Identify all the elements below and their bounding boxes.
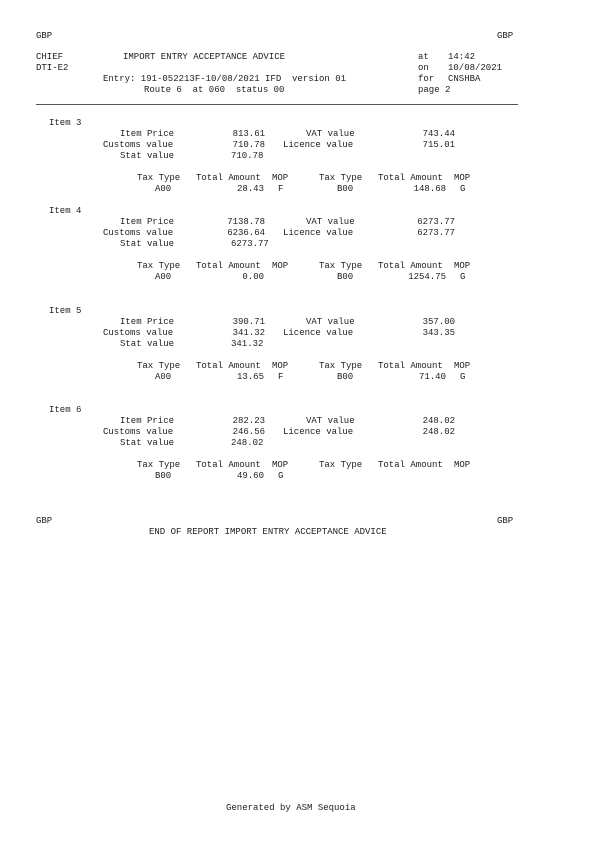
total-amount-header: Total Amount [378,361,443,371]
tax-type-header: Tax Type [137,460,181,470]
total-amount-header: Total Amount [378,261,443,271]
route-status: Route 6 at 060 status 00 [144,85,285,95]
tax-type-cell: B00 [337,372,354,382]
customs-value-label: Customs value [103,228,174,238]
total-amount-header: Total Amount [378,460,443,470]
licence-value-label: Licence value [283,228,354,238]
item-price-label: Item Price [120,416,175,426]
at-label: at [418,52,429,62]
date-value: 10/08/2021 [448,63,503,73]
mop-cell: G [460,372,466,382]
customs-value-label: Customs value [103,427,174,437]
licence-value-value: 715.01 [422,140,455,150]
item-label: Item 6 [49,405,82,415]
tax-type-header: Tax Type [137,361,181,371]
tax-type-header: Tax Type [319,460,363,470]
mop-header: MOP [272,261,289,271]
licence-value-label: Licence value [283,427,354,437]
stat-value-value: 6273.77 [231,239,269,249]
time-value: 14:42 [448,52,476,62]
licence-value-value: 6273.77 [417,228,455,238]
currency-top-right: GBP [497,31,514,41]
end-of-report: END OF REPORT IMPORT ENTRY ACCEPTANCE ADVICE [149,527,387,537]
mop-header: MOP [454,361,471,371]
for-label: for [418,74,435,84]
tax-type-header: Tax Type [137,261,181,271]
total-amount-header: Total Amount [196,460,261,470]
mop-header: MOP [454,173,471,183]
tax-type-cell: B00 [337,272,354,282]
mop-cell: G [278,471,284,481]
licence-value-label: Licence value [283,328,354,338]
tax-amount-cell: 1254.75 [408,272,446,282]
item-label: Item 3 [49,118,82,128]
customs-value-value: 6236.64 [227,228,265,238]
header-divider [36,104,518,105]
system-name: CHIEF [36,52,64,62]
tax-amount-cell: 28.43 [236,184,264,194]
licence-value-label: Licence value [283,140,354,150]
stat-value-label: Stat value [120,339,175,349]
stat-value-label: Stat value [120,151,175,161]
item-price-value: 390.71 [232,317,265,327]
vat-value-value: 6273.77 [417,217,455,227]
mop-header: MOP [454,261,471,271]
currency-top-left: GBP [36,31,53,41]
tax-type-header: Tax Type [137,173,181,183]
program-id: DTI-E2 [36,63,69,73]
tax-type-header: Tax Type [319,361,363,371]
tax-type-header: Tax Type [319,261,363,271]
page-number: page 2 [418,85,451,95]
stat-value-value: 341.32 [231,339,264,349]
total-amount-header: Total Amount [196,361,261,371]
vat-value-label: VAT value [306,317,355,327]
stat-value-value: 710.78 [231,151,264,161]
tax-type-cell: B00 [155,471,172,481]
customs-value-label: Customs value [103,140,174,150]
mop-cell: G [460,184,466,194]
mop-cell: G [460,272,466,282]
stat-value-value: 248.02 [231,438,264,448]
mop-header: MOP [272,361,289,371]
item-price-label: Item Price [120,217,175,227]
stat-value-label: Stat value [120,239,175,249]
on-label: on [418,63,429,73]
vat-value-value: 248.02 [422,416,455,426]
customs-value-value: 710.78 [232,140,265,150]
item-price-value: 813.61 [232,129,265,139]
item-price-label: Item Price [120,129,175,139]
vat-value-label: VAT value [306,416,355,426]
for-value: CNSHBA [448,74,481,84]
mop-header: MOP [272,173,289,183]
item-price-value: 7138.78 [227,217,265,227]
mop-header: MOP [272,460,289,470]
total-amount-header: Total Amount [378,173,443,183]
stat-value-label: Stat value [120,438,175,448]
total-amount-header: Total Amount [196,261,261,271]
item-label: Item 5 [49,306,82,316]
mop-header: MOP [454,460,471,470]
licence-value-value: 343.35 [422,328,455,338]
item-label: Item 4 [49,206,82,216]
report-title: IMPORT ENTRY ACCEPTANCE ADVICE [123,52,286,62]
tax-amount-cell: 71.40 [418,372,446,382]
item-price-label: Item Price [120,317,175,327]
tax-amount-cell: 148.68 [413,184,446,194]
vat-value-value: 743.44 [422,129,455,139]
currency-bottom-right: GBP [497,516,514,526]
tax-type-cell: A00 [155,184,172,194]
tax-amount-cell: 13.65 [236,372,264,382]
item-price-value: 282.23 [232,416,265,426]
vat-value-label: VAT value [306,129,355,139]
customs-value-label: Customs value [103,328,174,338]
tax-type-cell: A00 [155,372,172,382]
customs-value-value: 341.32 [232,328,265,338]
total-amount-header: Total Amount [196,173,261,183]
tax-amount-cell: 49.60 [236,471,264,481]
entry-reference: Entry: 191-052213F-10/08/2021 IFD version 01 [103,74,347,84]
tax-type-cell: A00 [155,272,172,282]
vat-value-value: 357.00 [422,317,455,327]
generated-by-footer: Generated by ASM Sequoia [226,803,356,813]
tax-amount-cell: 0.00 [242,272,264,282]
licence-value-value: 248.02 [422,427,455,437]
mop-cell: F [278,372,284,382]
tax-type-cell: B00 [337,184,354,194]
currency-bottom-left: GBP [36,516,53,526]
tax-type-header: Tax Type [319,173,363,183]
mop-cell: F [278,184,284,194]
vat-value-label: VAT value [306,217,355,227]
customs-value-value: 246.56 [232,427,265,437]
